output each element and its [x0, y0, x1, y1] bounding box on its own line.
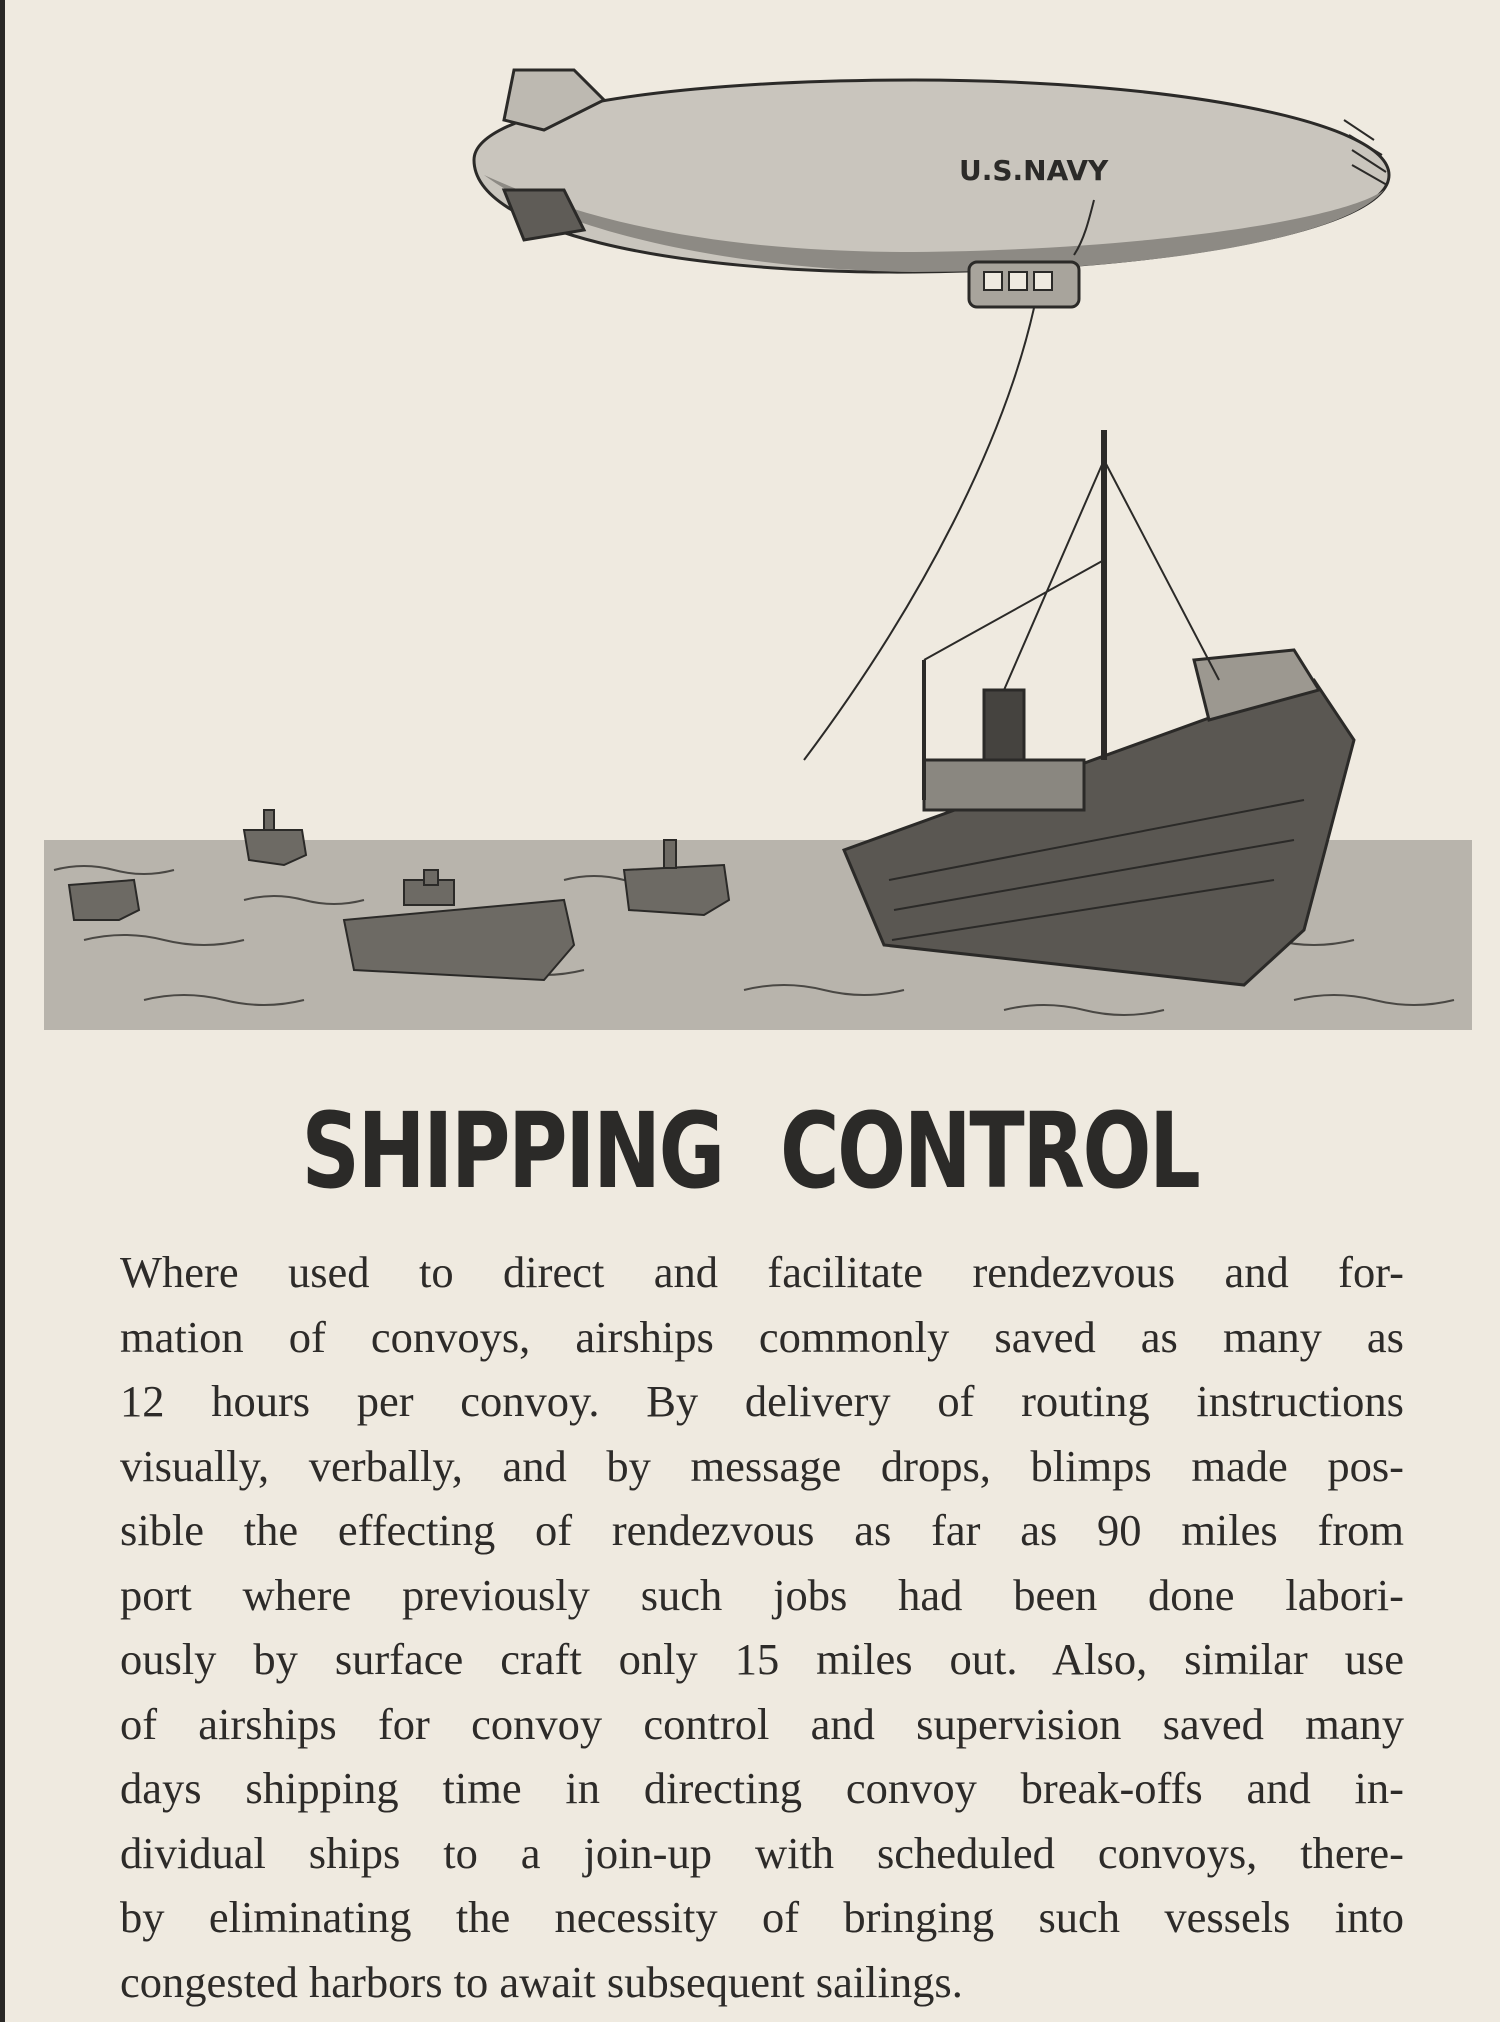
page-edge — [0, 0, 5, 2022]
convoy-illustration — [44, 40, 1472, 1040]
body-line: by eliminating the necessity of bringing such vessels into — [120, 1892, 1404, 1942]
body-line: sible the effecting of rendezvous as far as 90 miles from — [120, 1505, 1404, 1555]
body-line: dividual ships to a join-up with scheduled convoys, there- — [120, 1827, 1404, 1878]
body-line: congested harbors to await subsequent sailings. — [120, 1956, 963, 2007]
airship-marking: U.S.NAVY — [959, 154, 1109, 187]
body-paragraph — [120, 1240, 1404, 2014]
body-line: ously by surface craft only 15 miles out. Also, similar use — [120, 1634, 1404, 1684]
body-line: of airships for convoy control and supervision saved many — [120, 1698, 1404, 1749]
body-line: port where previously such jobs had been done labori- — [120, 1569, 1404, 1620]
body-line: mation of convoys, airships commonly saved as many as — [120, 1311, 1404, 1362]
body-line: days shipping time in directing convoy break-offs and in- — [120, 1763, 1404, 1813]
body-line: Where used to direct and facilitate rendezvous and for- — [120, 1247, 1404, 1297]
page-title: SHIPPING CONTROL — [301, 1090, 1199, 1212]
body-line: 12 hours per convoy. By delivery of routing instructions — [120, 1376, 1404, 1426]
body-line: visually, verbally, and by message drops, blimps made pos- — [120, 1440, 1404, 1491]
